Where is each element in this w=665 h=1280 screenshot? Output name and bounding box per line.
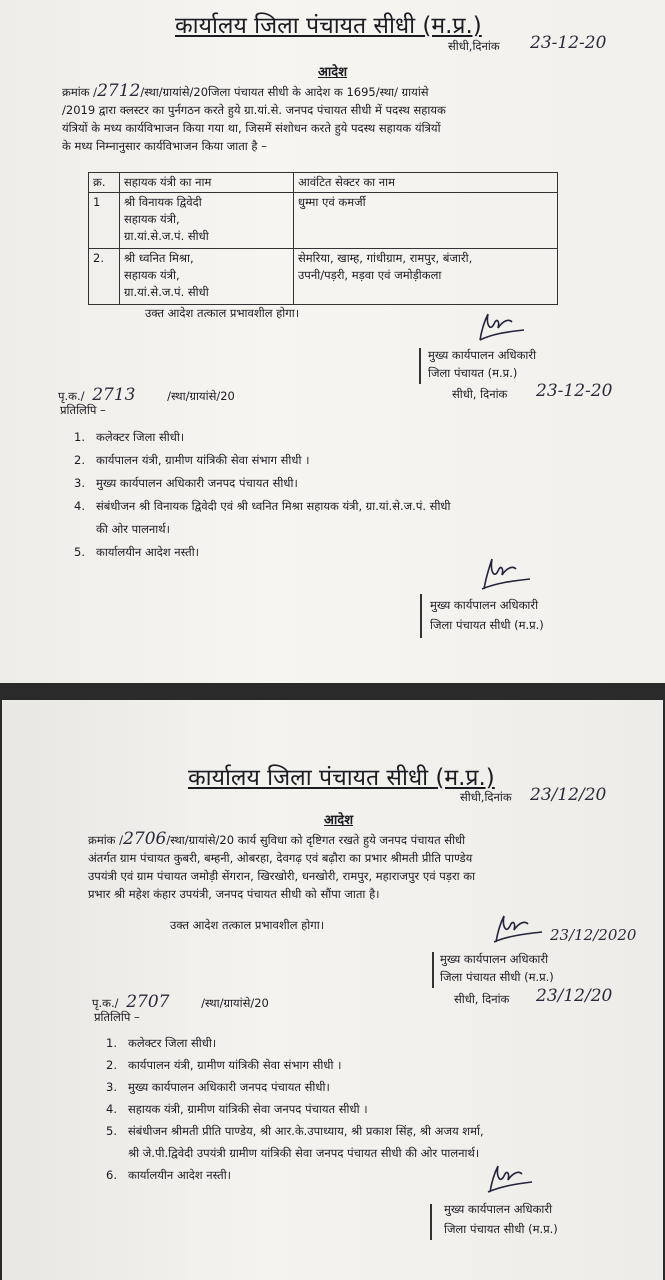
table-row: [89, 193, 558, 249]
list-item: 5. कार्यालयीन आदेश नस्ती।: [74, 545, 200, 559]
signatory-title: मुख्य कार्यपालन अधिकारी: [444, 1202, 553, 1216]
signatory-office: जिला पंचायत (म.प्र.): [428, 366, 518, 380]
order-heading: आदेश: [324, 813, 354, 828]
pk-line: [92, 992, 269, 1012]
order-body: [88, 830, 628, 903]
body-line: प्रभार श्री महेश कंहार उपयंत्री, जनपद पंचायत सीधी को सौंपा जाता है।: [88, 887, 380, 901]
body-line: अंतर्गत ग्राम पंचायत कुबरी, बम्हनी, ओबरहा, देवगढ़ एवं बढ़ौरा का प्रभार श्रीमती प्रीति पाण्डेय: [88, 851, 473, 865]
list-item: 1. कलेक्टर जिला सीधी।: [74, 430, 185, 444]
list-item: 4. संबंधीजन श्री विनायक द्विवेदी एवं श्री ध्वनित मिश्रा सहायक यंत्री, ग्रा.यां.से.ज.पं. सीधी की ओर पालनार्थ।: [74, 499, 451, 536]
date-label: सीधी,दिनांक: [448, 39, 500, 53]
sector-line: उपनी/पड़री, मड़वा एवं जमोड़ीकला: [298, 268, 442, 282]
pk-suffix: /स्था/ग्रायांसे/20: [167, 389, 235, 403]
handwritten-pk-date: 23-12-20: [536, 381, 613, 401]
handwritten-sig-date: 23/12/2020: [550, 926, 637, 944]
ref-suffix: /स्था/ग्रायांसे/20 कार्य सुविधा को दृष्टिगत रखते हुये जनपद पंचायत सीधी: [166, 833, 466, 847]
date-label: सीधी,दिनांक: [460, 790, 512, 804]
pk-suffix: /स्था/ग्रायांसे/20: [201, 996, 269, 1010]
signature-image: [482, 1162, 538, 1198]
copy-label: प्रतिलिपि –: [94, 1010, 140, 1024]
copy-list: [106, 1032, 646, 1186]
copy-label: प्रतिलिपि –: [60, 403, 106, 417]
signature-image: [476, 555, 536, 595]
body-line: यंत्रियों के मध्य कार्यविभाजन किया गया था, जिसमें संशोधन करते हुये पदस्थ सहायक यंत्रियों: [62, 121, 441, 135]
handwritten-ref-number: 2712: [97, 81, 141, 101]
name-line: श्री विनायक द्विवेदी: [124, 195, 202, 209]
effective-note: उक्त आदेश तत्काल प्रभावशील होगा।: [145, 306, 300, 320]
header-cell: आवंटित सेक्टर का नाम: [294, 173, 558, 193]
engineer-name-cell: [120, 249, 294, 305]
ref-suffix: /स्था/ग्रायांसे/20जिला पंचायत सीधी के आदेश क 1695/स्था/ ग्रायांसे: [140, 85, 429, 99]
row-number: 1: [89, 193, 120, 249]
name-line: सहायक यंत्री,: [124, 212, 180, 226]
ref-prefix: क्रमांक /: [88, 833, 124, 847]
pk-date-label: सीधी, दिनांक: [454, 992, 510, 1006]
list-item: 4. सहायक यंत्री, ग्रामीण यांत्रिकी सेवा जनपद पंचायत सीधी ।: [106, 1102, 368, 1116]
signatory-title: मुख्य कार्यपालन अधिकारी: [430, 598, 539, 612]
list-item: 5. संबंधीजन श्रीमती प्रीति पाण्डेय, श्री आर.के.उपाध्याय, श्री प्रकाश सिंह, श्री अजय शर्मा, श्री जे.पी.द्विवेदी उपयंत्री ग्रामीण यांत्रिकी सेवा जनपद पंचायत सीधी की ओर पालनार्थ।: [106, 1124, 484, 1160]
copy-list: [74, 426, 634, 564]
sector-cell: [294, 249, 558, 305]
handwritten-pk-date: 23/12/20: [536, 986, 613, 1006]
order-page-2: [2, 700, 663, 1280]
signatory-title: मुख्य कार्यपालन अधिकारी: [440, 952, 549, 966]
signature-bracket: [430, 1204, 432, 1240]
list-item: 2. कार्यपालन यंत्री, ग्रामीण यांत्रिकी सेवा संभाग सीधी ।: [106, 1058, 342, 1072]
body-line: /2019 द्वारा क्लस्टर का पुर्नगठन करते हुये ग्रा.यां.से. जनपद पंचायत सीधी में पदस्थ सहायक: [62, 103, 446, 117]
pk-prefix: पृ.क./: [58, 389, 85, 403]
pk-date-label: सीधी, दिनांक: [452, 387, 508, 401]
effective-note: उक्त आदेश तत्काल प्रभावशील होगा।: [170, 918, 325, 932]
list-item: 3. मुख्य कार्यपालन अधिकारी जनपद पंचायत सीधी।: [106, 1080, 330, 1094]
handwritten-ref-number: 2706: [123, 829, 167, 849]
name-line: सहायक यंत्री,: [124, 268, 180, 282]
handwritten-pk-number: 2713: [92, 385, 136, 405]
header-cell: क्र.: [89, 173, 120, 193]
pk-prefix: पृ.क./: [92, 996, 119, 1010]
signature-bracket: [432, 952, 434, 988]
order-body: [62, 82, 622, 155]
office-title: कार्यालय जिला पंचायत सीधी (म.प्र.): [188, 765, 495, 791]
list-item: 2. कार्यपालन यंत्री, ग्रामीण यांत्रिकी सेवा संभाग सीधी ।: [74, 453, 310, 467]
list-item: 1. कलेक्टर जिला सीधी।: [106, 1036, 217, 1050]
sector-line: धुम्मा एवं कमर्जी: [298, 195, 366, 209]
sector-allocation-table: [88, 172, 558, 305]
signature-bracket: [419, 348, 421, 384]
name-line: श्री ध्वनित मिश्रा,: [124, 251, 194, 265]
signature-image: [488, 912, 548, 948]
name-line: ग्रा.यां.से.ज.पं. सीधी: [124, 285, 209, 299]
header-cell: सहायक यंत्री का नाम: [120, 173, 294, 193]
list-item: 6. कार्यालयीन आदेश नस्ती।: [106, 1168, 232, 1182]
table-header-row: [89, 173, 558, 193]
ref-prefix: क्रमांक /: [62, 85, 98, 99]
office-title: कार्यालय जिला पंचायत सीधी (म.प्र.): [175, 13, 482, 39]
signatory-office: जिला पंचायत सीधी (म.प्र.): [430, 618, 544, 632]
handwritten-date: 23-12-20: [530, 33, 607, 53]
order-heading: आदेश: [318, 65, 348, 80]
row-number: 2.: [89, 249, 120, 305]
pk-line: [58, 385, 235, 405]
signature-image: [472, 310, 532, 346]
list-item: 3. मुख्य कार्यपालन अधिकारी जनपद पंचायत सीधी।: [74, 476, 298, 490]
handwritten-pk-number: 2707: [126, 992, 170, 1012]
handwritten-date: 23/12/20: [530, 785, 607, 805]
body-line: के मध्य निम्नानुसार कार्यविभाजन किया जाता है –: [62, 139, 267, 153]
name-line: ग्रा.यां.से.ज.पं. सीधी: [124, 229, 209, 243]
sector-line: सेमरिया, खाम्ह, गांधीग्राम, रामपुर, बंजारी,: [298, 251, 473, 265]
signatory-title: मुख्य कार्यपालन अधिकारी: [428, 348, 537, 362]
signature-bracket: [420, 594, 422, 638]
engineer-name-cell: [120, 193, 294, 249]
signatory-office: जिला पंचायत सीधी (म.प्र.): [444, 1222, 558, 1236]
table-row: [89, 249, 558, 305]
body-line: उपयंत्री एवं ग्राम पंचायत जमोड़ी सेंगरान, खिरखोरी, धनखोरी, रामपुर, महाराजपुर एवं पड़रा का: [88, 869, 476, 883]
signatory-office: जिला पंचायत सीधी (म.प्र.): [440, 970, 554, 984]
sector-cell: [294, 193, 558, 249]
